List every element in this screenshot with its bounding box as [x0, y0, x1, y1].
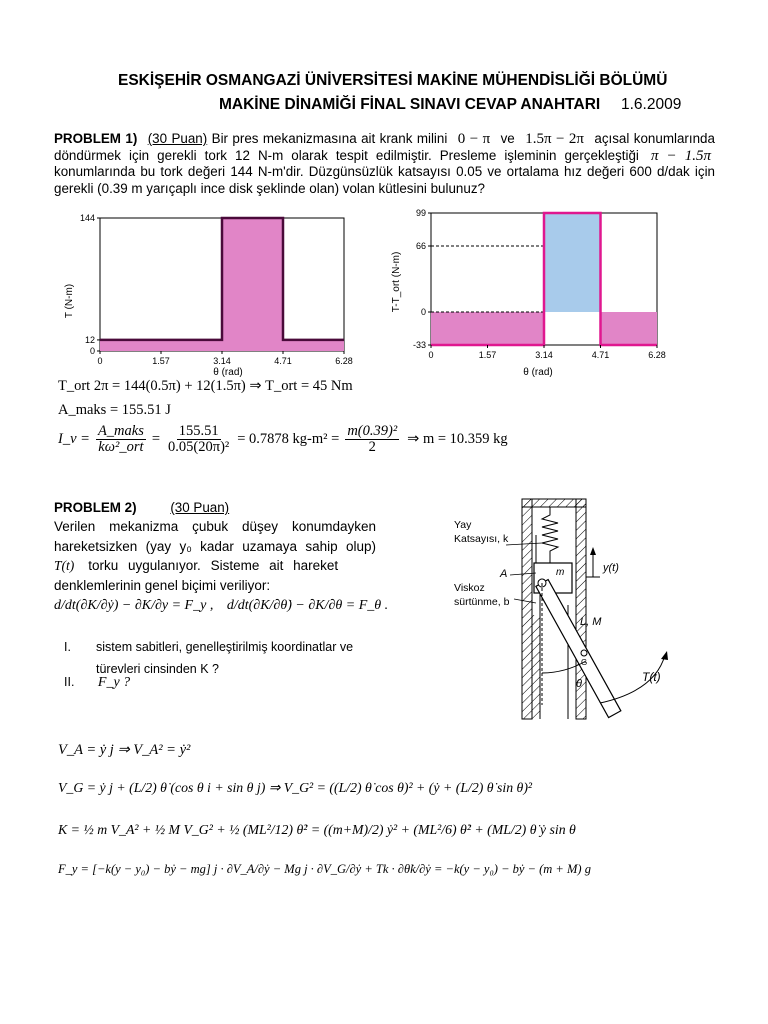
x-tick-label: 0 [97, 356, 103, 366]
problem1-text-3: açısal konumlarında döndürmek için gerekli tork 12 N-m olarak tespit edilmiştir. Presleme işleminin gerçekleştiği [54, 131, 715, 163]
series-line [100, 218, 344, 340]
problem1-range-1: 0 − π [457, 131, 491, 147]
problem1-range-2: 1.5π − 2π [525, 131, 584, 147]
guide-hatch [532, 615, 540, 719]
x-tick-label: 3.14 [535, 350, 553, 360]
problem1-statement [54, 131, 715, 197]
problem1-eq-average-torque: T_ort 2π = 144(0.5π) + 12(1.5π) ⇒ T_ort = 45 Nm [58, 378, 353, 394]
item1-text: sistem sabitleri, genelleştirilmiş koordinatlar ve türevleri cinsinden K ? [96, 640, 354, 676]
x-tick-label: 4.71 [274, 356, 292, 366]
mechanism-figure [450, 495, 720, 725]
y-label: y(t) [603, 562, 619, 574]
spring-label-2: Katsayısı, k [454, 533, 509, 545]
eq3-result: ⇒ m = 10.359 kg [407, 431, 508, 447]
problem1-text-1: Bir pres mekanizmasına ait krank milini [211, 131, 448, 146]
damper-label-2: sürtünme, b [454, 596, 510, 608]
torque-label: T(t) [642, 670, 661, 684]
y-tick-label: 0 [89, 346, 95, 356]
point-a-label: A [500, 568, 508, 580]
solution2-eq-force: F_y = [−k(y − y₀) − bẏ − mg] j · ∂V_A/∂ẏ − Mg j · ∂V_G/∂ẏ + Tk · ∂θ̇k/∂ẏ = −k(y − y₀) − bẏ − (m + M) g [58, 862, 591, 876]
problem2-header [54, 500, 229, 515]
eq3-den3: 2 [368, 439, 376, 455]
problem2-item-2 [64, 675, 130, 691]
problem1-text-2: ve [500, 131, 515, 146]
problem1-range-3: π − 1.5π [650, 147, 711, 164]
chart1-xlabel: θ (rad) [213, 367, 243, 378]
solution2-eq-vg: V_G = ẏ j + (L/2) θ̇ (cos θ i + sin θ j) ⇒ V_G² = ((L/2) θ̇ cos θ)² + (ẏ + (L/2) θ̇ sin θ)² [58, 780, 533, 795]
problem2-line-3-text: torku uygulanıyor. Sisteme ait hareket [88, 558, 339, 573]
x-tick-label: 1.57 [152, 356, 170, 366]
problem2-line-2: hareketsizken (yay y₀ kadar uzamaya sahip olup) [54, 538, 376, 554]
eq3-frac2 [166, 424, 231, 455]
solution2-eq-kinetic: K = ½ m V_A² + ½ M V_G² + ½ (ML²/12) θ̇² = ((m+M)/2) ẏ² + (ML²/6) θ̇² + (ML/2) θ̇ ẏ sin θ [58, 822, 576, 837]
damper-label-1: Viskoz [454, 582, 485, 594]
y-tick-label: -33 [412, 340, 426, 350]
solution2-eq-va: V_A = ẏ j ⇒ V_A² = ẏ² [58, 742, 191, 758]
y-tick-label: 0 [420, 307, 426, 317]
problem2-title: PROBLEM 2) [54, 500, 137, 515]
lagrange-eq-y: d/dt(∂K/∂ẏ) − ∂K/∂y = F_y , [54, 598, 214, 613]
problem1-text-4: konumlarında bu tork değeri 144 N-m'dir. Düzgünsüzlük katsayısı 0.05 ve ortalama hız değeri 600 d/dak için gerekli (0.39 m yarıçaplı ince disk şeklinde olan) volan kütlesini bulunuz? [54, 164, 715, 196]
y-arrow-icon [590, 547, 596, 555]
eq3-num: A_maks [97, 423, 144, 439]
x-tick-label: 0 [428, 350, 434, 360]
positive-area [544, 213, 601, 312]
problem2-line-4: denklemlerinin genel biçimi veriliyor: [54, 577, 271, 593]
eq3-lhs: I_v = [58, 431, 90, 447]
x-tick-label: 6.28 [335, 356, 353, 366]
problem1-eq-max-energy: A_maks = 155.51 J [58, 402, 171, 418]
item2-text: F_y ? [97, 675, 131, 690]
eq3-num2: 155.51 [178, 423, 219, 439]
eq3-frac3 [345, 424, 399, 455]
torque-chart [54, 205, 354, 385]
chart2-xlabel: θ (rad) [523, 367, 553, 378]
problem2-line-1: Verilen mekanizma çubuk düşey konumdayken [54, 519, 376, 534]
x-tick-label: 1.57 [478, 350, 497, 360]
eq3-mid: = 0.7878 kg-m² = [237, 431, 340, 447]
negative-area-2 [601, 312, 658, 345]
problem1-title: PROBLEM 1) [54, 131, 138, 146]
chart1-ylabel: T (N-m) [64, 283, 75, 319]
y-tick-label: 99 [415, 208, 426, 218]
eq3-num3: m(0.39)² [347, 423, 398, 439]
problem2-torque-symbol: T(t) [54, 558, 75, 573]
negative-area-1 [431, 312, 544, 345]
eq3-den2: 0.05(20π)² [168, 439, 230, 455]
header-line-1: ESKİŞEHİR OSMANGAZİ ÜNİVERSİTESİ MAKİNE MÜHENDİSLİĞİ BÖLÜMÜ [118, 72, 668, 89]
eq3-frac1 [96, 424, 146, 455]
eq3-den: kω²_ort [98, 439, 144, 455]
x-tick-label: 6.28 [648, 350, 666, 360]
problem2-item-1 [64, 636, 376, 680]
theta-label: θ [576, 678, 582, 690]
x-tick-label: 4.71 [591, 350, 610, 360]
lagrange-eq-theta: d/dt(∂K/∂θ̇) − ∂K/∂θ = F_θ . [226, 598, 389, 613]
problem1-eq-flywheel: I_v = $\frac{\text{A\_maks}}{\text{kω²\_ort}}$ = $\frac{155.51}{\text{0.05(20π)²}}$ = 0.7878 kg-m² = $\frac{\text{m(0.39)²}}{2}$ ⇒ m = 10.359 kg [58, 423, 508, 455]
left-wall [522, 499, 532, 719]
y-tick-label: 66 [415, 241, 426, 251]
chart2-ylabel: T-T_ort (N-m) [391, 251, 402, 313]
top-wall [522, 499, 586, 507]
problem2-statement [54, 517, 376, 595]
chart1-plot-area [80, 213, 353, 366]
x-tick-label: 3.14 [213, 356, 231, 366]
item2-number: II. [64, 675, 75, 689]
header-line-2: MAKİNE DİNAMİĞİ FİNAL SINAVI CEVAP ANAHTARI [219, 96, 601, 113]
problem2-line-3 [54, 556, 376, 576]
chart2-plot-area [413, 208, 666, 360]
problem2-lagrange-equations [54, 598, 388, 614]
torque-deviation-chart [383, 200, 683, 385]
problem2-points: (30 Puan) [170, 500, 230, 515]
spring-label-1: Yay [454, 519, 472, 531]
mass-label: m [556, 567, 565, 578]
problem1-points: (30 Puan) [147, 131, 208, 146]
rod-label: L, M [580, 616, 602, 628]
header-date: 1.6.2009 [621, 96, 682, 113]
y-tick-label: 144 [79, 213, 95, 223]
spring-icon [542, 507, 558, 563]
y-tick-label: 12 [84, 334, 95, 345]
g-label: G [581, 658, 588, 667]
item1-number: I. [64, 640, 71, 654]
